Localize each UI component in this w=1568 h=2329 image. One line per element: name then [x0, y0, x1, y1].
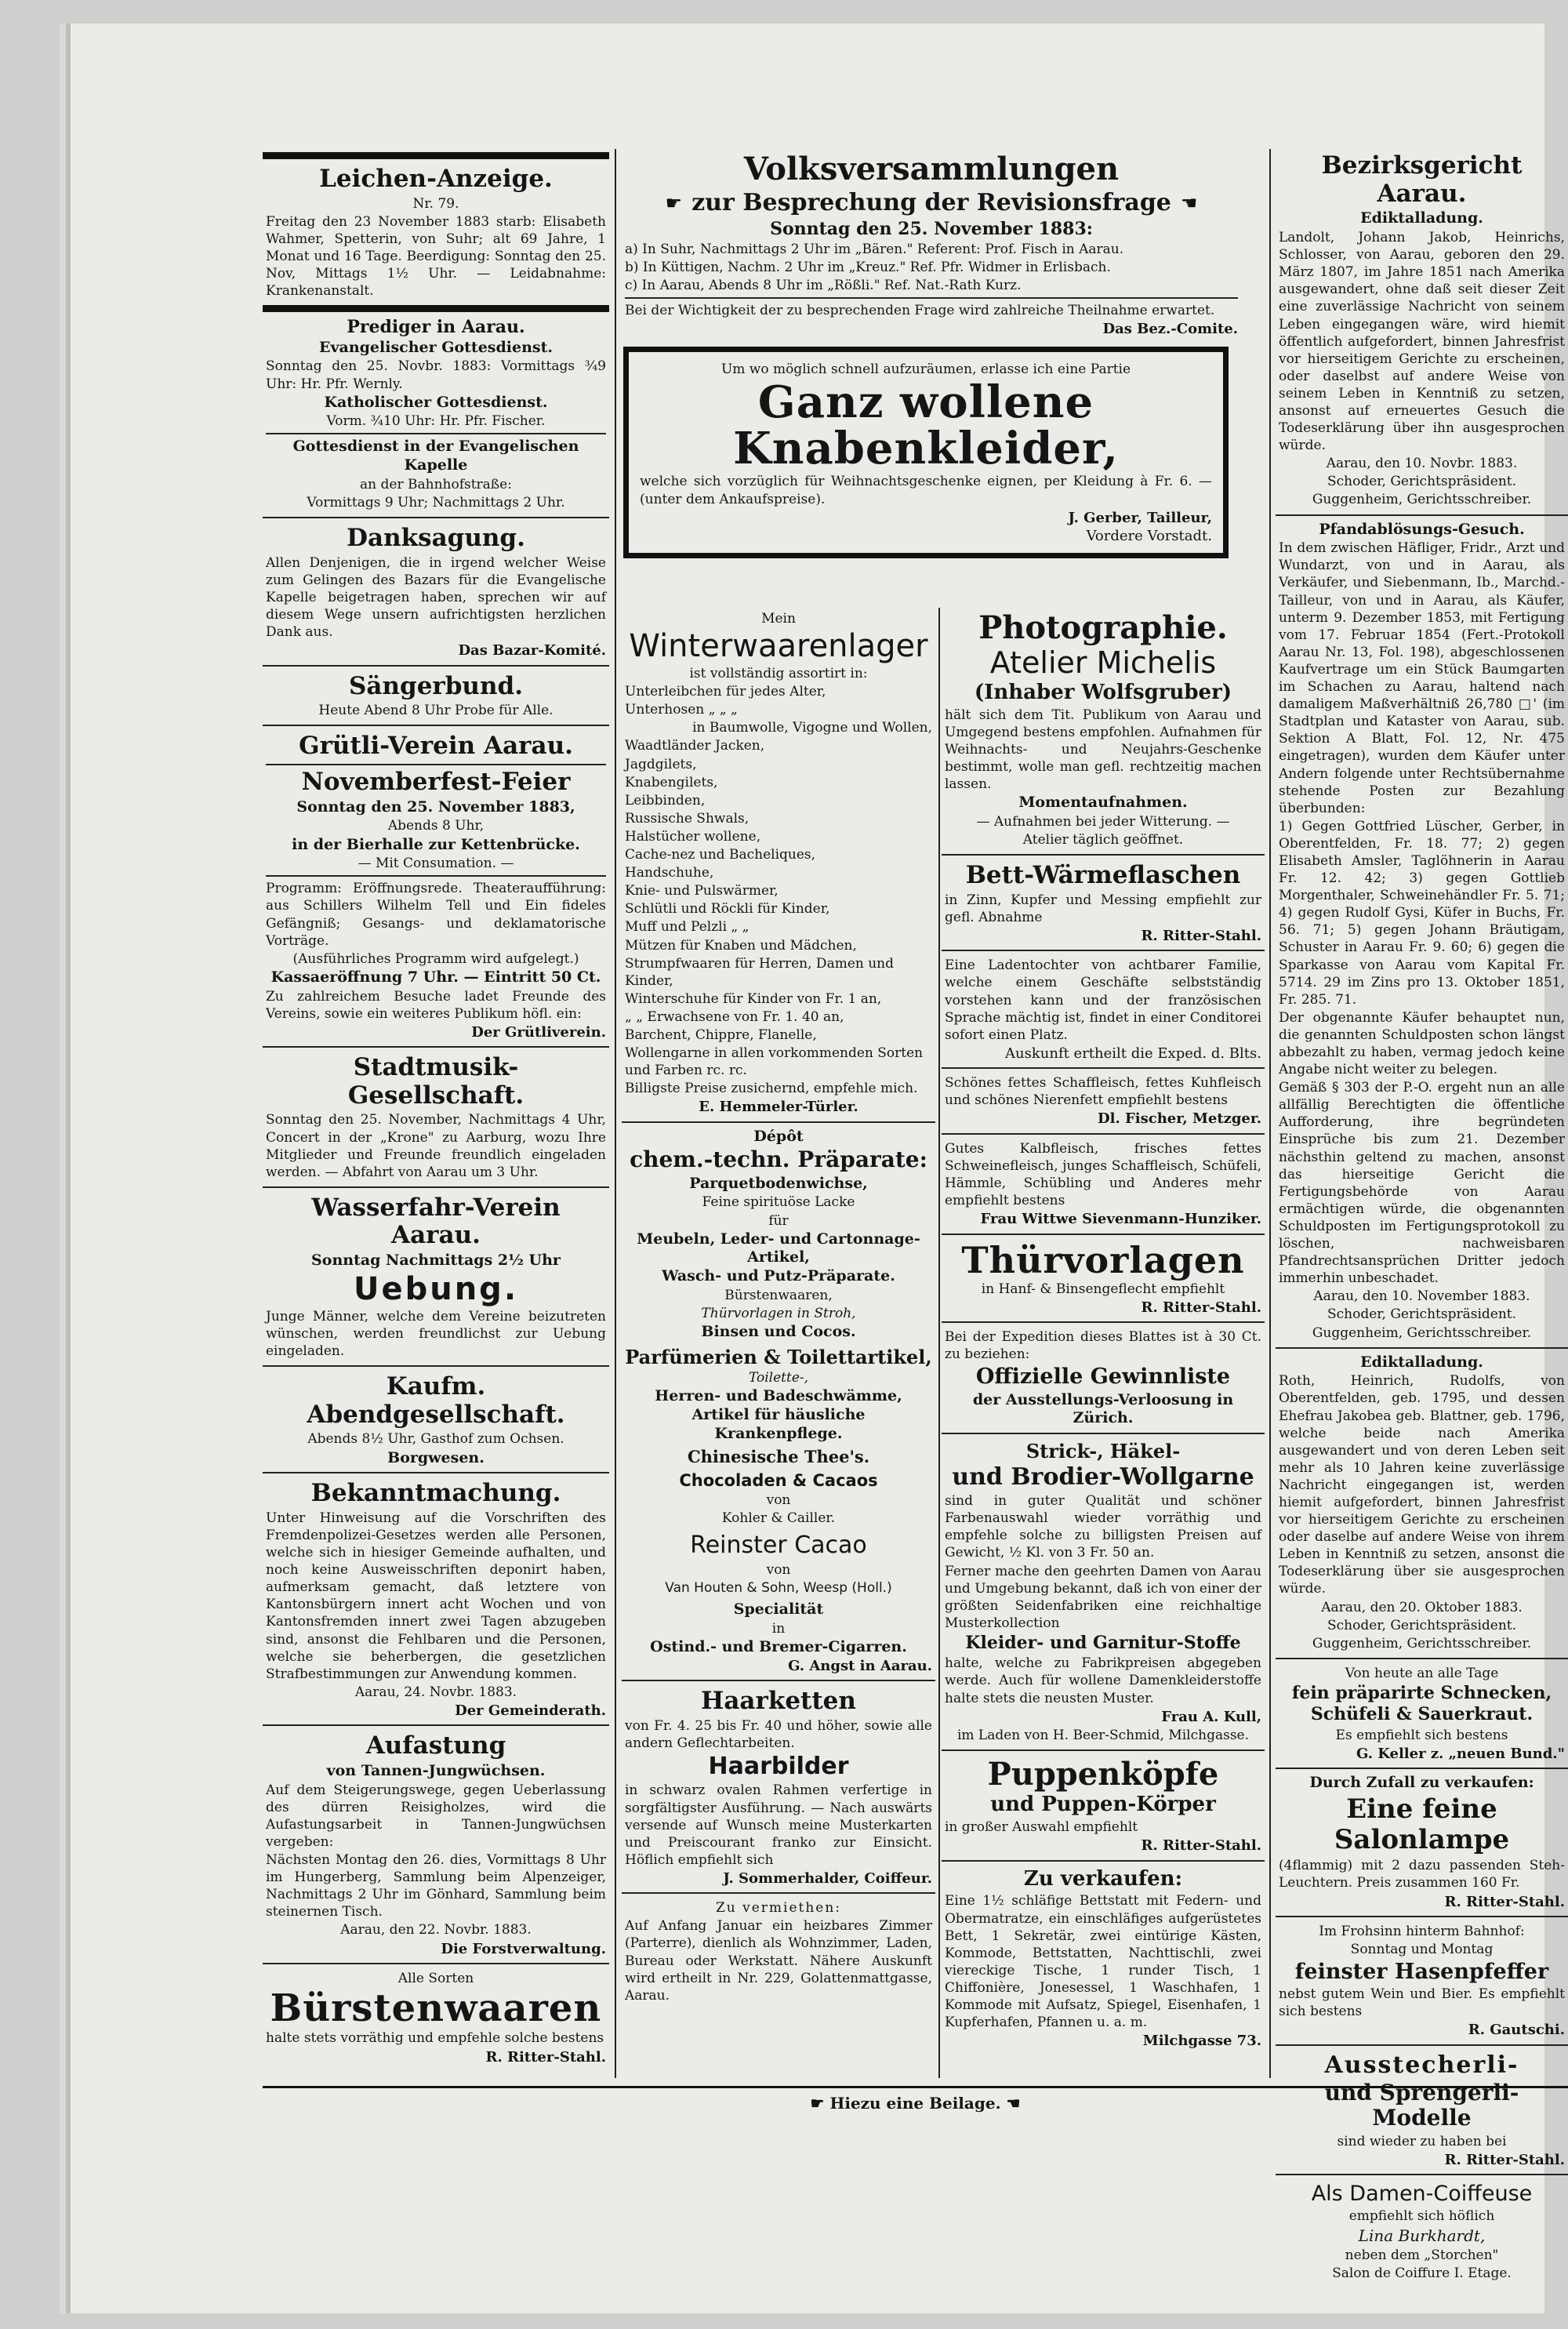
kath-service-title: Katholischer Gottesdienst. — [324, 393, 548, 411]
parfuem-ad — [622, 1343, 935, 1445]
fleisch-text: Schönes fettes Schaffleisch, fettes Kuhfleisch und schönes Nierenfett empfiehlt bestens — [945, 1075, 1261, 1109]
divider — [622, 1892, 935, 1894]
verkauf-text: Eine 1½ schläfige Bettstatt mit Federn- und Obermatratze, ein einschläfiges aufgerüstetes Bett, 1 Sekretär, zwei eintürige Kästen, Kommode, Bettstatten, Nachttischli, zwei viereckige Tische, 1 runder Tisch, 1 Chiffonière, Jonesessel, 1 Waschhafen, 1 Kommode mit Aufsatz, Spiegel, Eisenhafen, 1 Kupferhafen, Pfannen u. a. m. — [945, 1893, 1261, 2031]
knabenkleider-ad — [623, 347, 1229, 559]
schnecken-signature: G. Keller z. „neuen Bund." — [1356, 1746, 1565, 1763]
puppen-signature: R. Ritter-Stahl. — [1141, 1837, 1261, 1855]
depot-item: Thürvorlagen in Stroh, — [701, 1305, 856, 1321]
strick-title2: und Brodier-Wollgarne — [952, 1462, 1254, 1491]
column-3 — [942, 608, 1265, 2052]
verkauf-title: Zu verkaufen: — [1023, 1866, 1183, 1891]
ev-service-title: Evangelischer Gottesdienst. — [319, 338, 553, 356]
bett-ad — [942, 859, 1265, 946]
knaben-signature: J. Gerber, Tailleur, — [1068, 509, 1212, 526]
coiffeuse-text: empfiehlt sich höflich — [1348, 2208, 1495, 2225]
stadtmusik-text: Sonntag den 25. November, Nachmittags 4 Uhr, Concert in der „Krone" zu Aarburg, wozu Ihre Mitglieder und Freunde freundlich eingeladen werden. — Abfahrt von Aarau um 3 Uhr. — [266, 1112, 606, 1180]
wasserfahr-big: Uebung. — [353, 1270, 519, 1307]
photo-atelier: Atelier Michelis — [989, 645, 1217, 680]
thuer-ad — [942, 1238, 1265, 1319]
column-2 — [622, 149, 1241, 565]
salon-text: (4flammig) mit 2 dazu passenden Steh-Leuchtern. Preis zusammen 160 Fr. — [1279, 1858, 1565, 1891]
volks-item-b: b) In Küttigen, Nachm. 2 Uhr im „Kreuz." Ref. Pfr. Widmer in Erlisbach. — [625, 260, 1111, 276]
winter-signature: E. Hemmeler-Türler. — [699, 1099, 858, 1116]
bekanntmachung-date: Aarau, 24. Novbr. 1883. — [354, 1684, 517, 1700]
strick-text3: halte, welche zu Fabrikpreisen abgegeben werde. Auch für wollene Damenkleiderstoffe halte stets die neusten Muster. — [945, 1655, 1261, 1706]
kalb-ad — [942, 1138, 1265, 1230]
knaben-pre: Um wo möglich schnell aufzuräumen, erlasse ich eine Partie — [720, 361, 1131, 377]
divider — [263, 1046, 609, 1048]
haar-big: Haarbilder — [708, 1752, 849, 1780]
strick-text: sind in guter Qualität und schöner Farbenauswahl wieder vorräthig und empfehle solche zu billigsten Preisen auf Gewicht, ½ Kl. von 3 Fr. 50 an. — [945, 1493, 1261, 1561]
depot-title: chem.-techn. Präparate: — [630, 1146, 927, 1173]
pfand-text: In dem zwischen Häfliger, Fridr., Arzt und Wundarzt, von und in Aarau, als Verkäufer, und Siebenmann, Ib., Marchd.-Tailleur, von und in Aarau, als Käufer, unterm 9. Dezember 1853, mit Fertigung vom 17. Februar 1854 (Fert.-Protokoll Aarau Nr. 13, Fol. 198), abgeschlossenen Kaufvertrage um ein Stück Baumgarten im Schachen zu Aarau, haltend nach damaligem Maßverhältniß 26,780 □' (im Stadtplan und Kataster von Aarau, sub. Sektion A Blatt, Fol. 12, Nr. 475 eingetragen), wurden dem Käufer unter Andern folgende unter Rechtsübernahme stehende Posten zur Bezahlung überbunden: — [1279, 540, 1565, 816]
aufastung-title: Aufastung — [365, 1731, 506, 1760]
list-item: Leibbinden, — [625, 792, 706, 808]
winter-title: Winterwaarenlager — [629, 628, 928, 665]
thee-title: Chinesische Thee's. — [687, 1446, 870, 1466]
divider — [942, 1234, 1265, 1235]
edikt2-signature: Schoder, Gerichtspräsident. — [1327, 1617, 1517, 1633]
list-item: Barchent, Chippre, Flanelle, — [625, 1026, 817, 1043]
divider — [1276, 1916, 1568, 1917]
bekanntmachung-signature: Der Gemeinderath. — [455, 1702, 606, 1719]
edikt2-text: Roth, Heinrich, Rudolfs, von Oberentfelden, geb. 1795, und dessen Ehefrau Jakobea geb. Blattner, geb. 1796, welche beide nach Amerika ausgewandert und von deren Leben seit mehr als 10 Jahren keine zuverlässige Nachricht eingegangen ist, werden hiemit aufgefordert, binnen Jahresfrist vor hierseitigem Gerichte zu erscheinen oder daselbe auf andere Weise von ihrem Leben in Kenntniß zu setzen, ansonst die Todeserklärung über sie ausgesprochen würde. — [1279, 1373, 1565, 1597]
divider — [1276, 1768, 1568, 1769]
depot-item: Bürstenwaaren, — [724, 1287, 833, 1303]
gruetli-place: in der Bierhalle zur Kettenbrücke. — [292, 835, 580, 853]
vermieth-title: Zu vermiethen: — [715, 1900, 842, 1917]
laden-ad — [942, 954, 1265, 1064]
gruetli-kasse: Kassaeröffnung 7 Uhr. — Eintritt 50 Ct. — [270, 968, 601, 986]
gericht-title: Bezirksgericht Aarau. — [1321, 151, 1523, 208]
divider — [1276, 2044, 1568, 2046]
parfuem-item: Herren- und Badeschwämme, — [655, 1387, 902, 1405]
gruetli-subtitle: Novemberfest-Feier — [301, 768, 571, 797]
coiffeuse-signature3: Salon de Coiffure I. Etage. — [1332, 2265, 1512, 2282]
gruetli-program-note: (Ausführliches Programm wird aufgelegt.) — [292, 950, 579, 967]
hasen-text: nebst gutem Wein und Bier. Es empfiehlt sich bestens — [1279, 1986, 1565, 2020]
newspaper-sheet — [71, 24, 1565, 2313]
gruetli-invite: Zu zahlreichem Besuche ladet Freunde des Vereins, sowie ein weiteres Publikum höfl. ein: — [266, 988, 606, 1022]
strick-signature: Frau A. Kull, — [1161, 1708, 1261, 1725]
wasserfahr-text: Junge Männer, welche dem Vereine beizutreten wünschen, werden freundlichst zur Uebung eingeladen. — [266, 1308, 606, 1360]
coiffeuse-signature: Lina Burkhardt, — [1358, 2226, 1486, 2246]
pfand-text3: Gemäß § 303 der P.-O. ergeht nun an alle allfällig Berechtigten die öffentliche Aufforderung, ihre begründeten Einsprüche bis zum 21. Dezember nächsthin geltend zu machen, ansonst das hierseitige Gericht die Fertigungsbehörde von Aarau ermächtigen würde, die obgenannten Schuldposten im Fertigungsprotokoll zu löschen, nachweisbaren Pfandrechtsansprüchen Dritter jedoch immerhin unbeschadet. — [1279, 1080, 1565, 1287]
column-rule — [1269, 149, 1271, 2078]
strick-ad — [942, 1437, 1265, 1746]
chapel-title: Gottesdienst in der Evangelischen Kapelle — [292, 438, 579, 474]
thanks-text: Allen Denjenigen, die in irgend welcher Weise zum Gelingen des Bazars für die Evangelische Kapelle beigetragen haben, sprechen wir auf diesem Wege unsern aufrichtigsten herzlichen Dank aus. — [266, 554, 606, 641]
ausst-text: sind wieder zu haben bei — [1337, 2133, 1507, 2149]
list-item: Knabengilets, — [625, 774, 718, 790]
divider — [263, 517, 609, 518]
preacher-title: Prediger in Aarau. — [347, 317, 525, 338]
salon-pre: Durch Zufall zu verkaufen: — [1309, 1774, 1534, 1792]
divider — [266, 875, 606, 877]
gericht-sub: Ediktalladung. — [1360, 209, 1483, 227]
photo-text: hält sich dem Tit. Publikum von Aarau und Umgegend bestens empfohlen. Aufnahmen für Weihnachts- und Neujahrs-Geschenke bestimmt, wolle man gefl. rechtzeitig machen lassen. — [945, 707, 1261, 793]
strick-title: Strick-, Häkel- — [1025, 1440, 1181, 1463]
list-item: Handschuhe, — [625, 865, 714, 881]
list-item: Cache-nez und Bacheliques, — [625, 847, 816, 863]
buersten-ad — [263, 1967, 609, 2068]
vermieth-text: Auf Anfang Januar ein heizbares Zimmer (Parterre), dienlich als Wohnzimmer, Laden, Bureau oder Werkstatt. Nähere Auskunft wird ertheilt in Nr. 229, Golattenmattgasse, Aarau. — [625, 1918, 932, 2004]
divider — [266, 433, 606, 434]
thuer-text: in Hanf- & Binsengeflecht empfiehlt — [981, 1281, 1225, 1297]
kath-service-text: Vorm. ¾10 Uhr: Hr. Pfr. Fischer. — [326, 413, 546, 430]
edikt2-notice — [1276, 1352, 1568, 1655]
salon-ad — [1276, 1772, 1568, 1913]
kaufm-title: Kaufm. Abendgesellschaft. — [307, 1372, 565, 1429]
fleisch-signature: Dl. Fischer, Metzger. — [1098, 1110, 1261, 1128]
gruetli-date: Sonntag den 25. November 1883, — [296, 798, 575, 816]
spec-sub2: Ostind.- und Bremer-Cigarren. — [650, 1637, 907, 1655]
divider — [942, 1433, 1265, 1434]
list-item: Mützen für Knaben und Mädchen, — [625, 937, 857, 954]
gewinn-ad — [942, 1326, 1265, 1430]
list-item: Halstücher wollene, — [625, 828, 761, 845]
list-item: Jagdgilets, — [625, 756, 697, 772]
haar-text: von Fr. 4. 25 bis Fr. 40 und höher, sowie alle andern Geflechtarbeiten. — [625, 1717, 932, 1751]
depot-item: für — [768, 1212, 789, 1229]
pfand-notice — [1276, 519, 1568, 1344]
column-4 — [1276, 149, 1568, 2284]
schnecken-text: Es empfiehlt sich bestens — [1335, 1727, 1508, 1743]
divider — [1276, 514, 1568, 516]
strick-sub: Kleider- und Garnitur-Stoffe — [965, 1632, 1241, 1653]
ausst-title2: und Sprengerli-Modelle — [1324, 2080, 1519, 2131]
divider — [625, 297, 1238, 299]
schnecken-title: fein präparirte Schnecken, — [1291, 1682, 1552, 1703]
edikt2-signature2: Guggenheim, Gerichtsschreiber. — [1312, 1635, 1532, 1651]
depot-pre: Dépôt — [753, 1127, 804, 1145]
winterwaaren-ad — [622, 608, 935, 1118]
cacao-title: Reinster Cacao — [690, 1531, 867, 1560]
depot-item: Feine spirituöse Lacke — [702, 1194, 855, 1211]
gewinn-title: Offizielle Gewinnliste — [975, 1364, 1231, 1390]
list-item: Muff und Pelzli „ „ — [625, 919, 750, 936]
kalb-text: Gutes Kalbfleisch, frisches fettes Schweinefleisch, junges Schaffleisch, Schüfeli, Hämmle, Schübling und Anderes mehr empfiehlt bestens — [945, 1140, 1261, 1209]
aufastung-notice — [263, 1729, 609, 1960]
divider — [263, 1963, 609, 1964]
chapel-text: Vormittags 9 Uhr; Nachmittags 2 Uhr. — [307, 495, 565, 511]
choir-title: Sängerbund. — [349, 671, 523, 700]
gericht-date: Aarau, den 10. Novbr. 1883. — [1326, 456, 1518, 472]
winter-text: Billigste Preise zusichernd, empfehle mich. — [625, 1081, 918, 1097]
thanks-signature: Das Bazar-Komité. — [458, 642, 606, 659]
list-item: Knie- und Pulswärmer, — [625, 883, 779, 899]
thuer-title: Thürvorlagen — [961, 1238, 1245, 1281]
pfand-title: Pfandablösungs-Gesuch. — [1319, 520, 1525, 538]
cacao-sub: von — [766, 1561, 791, 1578]
death-notice — [263, 162, 609, 302]
schnecken-title2: Schüfeli & Sauerkraut. — [1310, 1704, 1534, 1725]
schnecken-ad — [1276, 1662, 1568, 1765]
bett-text: in Zinn, Kupfer und Messing empfiehlt zur gefl. Abnahme — [945, 892, 1261, 925]
parfuem-title: Parfümerien & Toilettartikel, — [625, 1345, 932, 1368]
choc-sub: von — [766, 1492, 791, 1509]
divider — [263, 305, 609, 312]
depot-item: Parquetbodenwichse, — [689, 1174, 868, 1192]
divider — [942, 1321, 1265, 1323]
footer-rule — [263, 2086, 1568, 2088]
gruetli-time: Abends 8 Uhr, — [387, 818, 485, 834]
parfuem-item: Krankenpflege. — [714, 1424, 843, 1442]
kaufm-text: Abends 8½ Uhr, Gasthof zum Ochsen. — [307, 1431, 564, 1448]
ev-service-text: Sonntag den 25. Novbr. 1883: Vormittags ¾9 Uhr: Hr. Pfr. Wernly. — [266, 358, 606, 392]
divider — [942, 1133, 1265, 1135]
knaben-text: welche sich vorzüglich für Weihnachtsgeschenke eignen, per Kleidung à Fr. 6. — (unter dem Ankaufspreise). — [640, 474, 1212, 507]
list-item: „ „ Erwachsene von Fr. 1. 40 an, — [625, 1008, 844, 1025]
spec-title: Specialität — [733, 1601, 824, 1619]
parfuem-item: Toilette-, — [748, 1370, 809, 1386]
thuer-signature: R. Ritter-Stahl. — [1141, 1299, 1261, 1316]
puppen-title2: und Puppen-Körper — [990, 1793, 1216, 1817]
list-item: Unterhosen „ „ „ — [625, 702, 738, 718]
salon-signature: R. Ritter-Stahl. — [1444, 1893, 1565, 1910]
divider — [263, 1472, 609, 1473]
hasen-title: feinster Hasenpfeffer — [1294, 1960, 1549, 1985]
hasen-signature: R. Gautschi. — [1468, 2022, 1565, 2039]
photo-moment: Momentaufnahmen. — [1018, 794, 1188, 812]
bett-signature: R. Ritter-Stahl. — [1141, 927, 1261, 944]
bekanntmachung-title: Bekanntmachung. — [310, 1479, 561, 1508]
laden-text2: Auskunft ertheilt die Exped. d. Blts. — [1005, 1045, 1261, 1062]
divider — [942, 854, 1265, 856]
winter-sub: ist vollständig assortirt in: — [689, 666, 868, 682]
divider — [263, 725, 609, 726]
strick-text2: Ferner mache den geehrten Damen von Aarau und Umgebung bekannt, daß ich von einer der größten Seidenfabriken eine reichhaltige Musterkollection — [945, 1563, 1261, 1631]
pointing-hand-icon: ☛ — [665, 192, 683, 215]
column-2-lower — [622, 608, 935, 2007]
photo-text2: — Aufnahmen bei jeder Witterung. — — [976, 813, 1230, 830]
choc-title: Chocoladen & Cacaos — [679, 1470, 878, 1490]
haar-title: Haarketten — [701, 1687, 856, 1716]
kaufm-sub: Borgwesen. — [387, 1448, 485, 1466]
depot-item: Wasch- und Putz-Präparate. — [662, 1267, 895, 1285]
death-notice-title: Leichen-Anzeige. — [319, 165, 553, 193]
haar-text2: in schwarz ovalen Rahmen verfertige in sorgfältigster Ausführung. — Nach auswärts versende auf Wunsch meine Musterkarten und Preiscourant franko zur Einsicht. Höflich empfiehlt sich — [625, 1782, 932, 1868]
gewinn-sub: der Ausstellungs-Verloosung in Zürich. — [972, 1390, 1234, 1427]
list-item: Winterschuhe für Kinder von Fr. 1 an, — [625, 990, 882, 1007]
gruetli-notice — [263, 729, 609, 1043]
kalb-signature: Frau Wittwe Sievenmann-Hunziker. — [980, 1211, 1261, 1228]
volks-title: Volksversammlungen — [743, 151, 1120, 187]
thanks-notice — [263, 521, 609, 662]
volksversammlung-notice — [622, 149, 1241, 340]
divider — [942, 1749, 1265, 1751]
gruetli-signature: Der Grütliverein. — [471, 1023, 606, 1041]
depot-ad — [622, 1126, 935, 1343]
cacao-ad — [622, 1529, 935, 1599]
divider — [1276, 1658, 1568, 1659]
pfand-date: Aarau, den 10. November 1883. — [1313, 1288, 1530, 1305]
coiffeuse-ad — [1276, 2178, 1568, 2284]
ausst-title: Ausstecherli- — [1324, 2051, 1519, 2079]
choir-text: Heute Abend 8 Uhr Probe für Alle. — [318, 703, 554, 719]
pfand-text2: Der obgenannte Käufer behauptet nun, die genannten Schuldposten schon längst abbezahlt zu haben, vermag jedoch keine Angabe nicht weiter zu belegen. — [1279, 1009, 1565, 1078]
footer-text: Hiezu eine Beilage. — [829, 2094, 1001, 2113]
list-item: Unterleibchen für jedes Alter, — [625, 684, 826, 700]
divider — [622, 1121, 935, 1123]
divider — [942, 1067, 1265, 1069]
winter-items — [625, 683, 932, 1079]
preacher-notice — [263, 315, 609, 514]
divider — [263, 1724, 609, 1726]
volks-sub-row — [625, 188, 1238, 219]
volks-note: Bei der Wichtigkeit der zu besprechenden Frage wird zahlreiche Theilnahme erwartet. — [625, 303, 1215, 319]
thanks-title: Danksagung. — [347, 524, 525, 553]
verkauf-signature: Milchgasse 73. — [1142, 2033, 1261, 2050]
bekanntmachung-notice — [263, 1477, 609, 1721]
divider — [263, 1365, 609, 1367]
spec-sub: in — [771, 1620, 786, 1637]
pfand-items: 1) Gegen Gottfried Lüscher, Gerber, in Oberentfelden, Fr. 18. 77; 2) gegen Elisabeth Amsler, Taglöhnerin in Aarau Fr. 12. 42; 3) gegen Gottlieb Morgenthaler, Schweinehändler Fr. 5. 71; 4) gegen Rudolf Gysi, Küfer in Buchs, Fr. 56. 71; 5) gegen Johann Bräutigam, Schuster in Aarau Fr. 9. 60; 6) gegen die Sparkasse von Aarau vom Kapital Fr. 5714. 29 im Zins pro 13. Oktober 1851, Fr. 285. 71. — [1279, 818, 1565, 1008]
list-item: Strumpfwaaren für Herren, Damen und Kinder, — [625, 955, 895, 989]
puppen-title: Puppenköpfe — [987, 1756, 1219, 1793]
edikt2-date: Aarau, den 20. Oktober 1883. — [1321, 1599, 1523, 1615]
kaufm-notice — [263, 1370, 609, 1469]
death-notice-nr: Nr. 79. — [412, 195, 459, 212]
gewinn-text: Bei der Expedition dieses Blattes ist à 30 Ct. zu beziehen: — [945, 1329, 1261, 1363]
depot-item: Binsen und Cocos. — [701, 1323, 856, 1341]
volks-item-c: c) In Aarau, Abends 8 Uhr im „Rößli." Ref. Nat.-Rath Kurz. — [625, 278, 1022, 294]
buersten-title: Bürstenwaaren — [270, 1986, 602, 2031]
hasen-ad — [1276, 1920, 1568, 2041]
divider — [942, 1860, 1265, 1862]
aufastung-sub: von Tannen-Jungwüchsen. — [326, 1761, 546, 1779]
list-item: Schlütli und Röckli für Kinder, — [625, 901, 830, 917]
divider — [1276, 2174, 1568, 2175]
choc-sub2: Kohler & Cailler. — [721, 1510, 836, 1527]
vermieth-ad — [622, 1897, 935, 2007]
strick-address: im Laden von H. Beer-Schmid, Milchgasse. — [956, 1728, 1250, 1744]
death-notice-text: Freitag den 23 November 1883 starb: Elisabeth Wahmer, Spetterin, von Suhr; alt 69 Jahre, 1 Monat und 16 Tage. Beerdigung: Sonntag den 25. Nov, Mittags 1½ Uhr. — Leidabnahme: Krankenanstalt. — [266, 213, 606, 300]
gruetli-consumation: — Mit Consumation. — — [358, 856, 514, 872]
pointing-hand-icon: ☛ — [810, 2094, 825, 2113]
bekanntmachung-text: Unter Hinweisung auf die Vorschriften des Fremdenpolizei-Gesetzes werden alle Personen, welche sich in hiesiger Gemeinde aufhalten, und noch keine Ausweisschriften deponirt haben, aufmerksam gemacht, daß letztere von Kantonsbürgern innert acht Wochen und von Kantonsfremden innert zwei Tagen abzugeben sind, ansonst die Fehlbaren und die Personen, welche sie beherbergen, die gesetzlichen Strafbestimmungen zur Anwendung kommen. — [266, 1510, 606, 1682]
gericht-signature2: Guggenheim, Gerichtsschreiber. — [1312, 492, 1532, 508]
edikt2-sub: Ediktalladung. — [1360, 1353, 1483, 1371]
footer — [263, 2094, 1568, 2113]
gericht-text: Landolt, Johann Jakob, Heinrichs, Schlosser, von Aarau, geboren den 29. März 1807, im Jahre 1851 nach Amerika ausgewandert, ohne daß seit dieser Zeit eine zuverlässige Nachricht von seinem Leben eingegangen wäre, wird hiemit öffentlich aufgefordert, binnen Jahresfrist vor hierseitigem Gerichte zu erscheinen, oder daselbst auf andere Weise von seinem Leben in Kenntniß zu setzen, ansonst auf erneuertes Gesuch die Todeserklärung über ihn ausgesprochen würde. — [1279, 230, 1565, 454]
photo-ad — [942, 608, 1265, 851]
photo-text3: Atelier täglich geöffnet. — [1022, 832, 1184, 848]
divider — [263, 1186, 609, 1188]
coiffeuse-signature2: neben dem „Storchen" — [1345, 2247, 1499, 2264]
divider — [622, 1680, 935, 1681]
coiffeuse-title: Als Damen-Coiffeuse — [1311, 2182, 1533, 2207]
photo-inhaber: (Inhaber Wolfsgruber) — [974, 680, 1232, 704]
depot-item: Meubeln, Leder- und Cartonnage-Artikel, — [637, 1230, 920, 1266]
parfuem-item: Artikel für häusliche — [691, 1406, 866, 1424]
knaben-address: Vordere Vorstadt. — [1086, 528, 1212, 545]
list-item: Wollengarne in allen vorkommenden Sorten und Farben rc. rc. — [625, 1045, 924, 1079]
wasserfahr-title: Wasserfahr-Verein Aarau. — [311, 1193, 561, 1250]
volks-signature: Das Bez.-Comite. — [1102, 321, 1238, 338]
pointing-hand-icon: ☚ — [1006, 2094, 1021, 2113]
ausst-signature: R. Ritter-Stahl. — [1444, 2151, 1565, 2168]
aufastung-text2: Nächsten Montag den 26. dies, Vormittags 8 Uhr im Hungerberg, Sammlung beim Alpenzeiger, Nachmittags 2 Uhr im Gönhard, Sammlung beim steinernen Tisch. — [266, 1852, 606, 1920]
volks-date: Sonntag den 25. November 1883: — [770, 218, 1093, 239]
photo-title: Photographie. — [978, 609, 1228, 646]
divider — [263, 665, 609, 667]
schnecken-pre: Von heute an alle Tage — [1345, 1665, 1499, 1681]
gericht-signature: Schoder, Gerichtspräsident. — [1327, 474, 1517, 490]
aufastung-text: Auf dem Steigerungswege, gegen Ueberlassung des dürren Reisigholzes, wird die Aufastungsarbeit in Tannen-Jungwüchsen vergeben: — [266, 1782, 606, 1850]
volks-sub: zur Besprechung der Revisionsfrage — [691, 189, 1171, 216]
divider — [266, 764, 606, 765]
haar-ad — [622, 1684, 935, 1889]
column-rule — [615, 149, 616, 2078]
divider — [1276, 1347, 1568, 1349]
divider — [263, 152, 609, 159]
wasserfahr-time: Sonntag Nachmittags 2½ Uhr — [311, 1252, 561, 1270]
pfand-signature: Schoder, Gerichtspräsident. — [1327, 1306, 1517, 1323]
volks-item-a: a) In Suhr, Nachmittags 2 Uhr im „Bären." Referent: Prof. Fisch in Aarau. — [625, 242, 1124, 257]
buersten-pre: Alle Sorten — [397, 1970, 474, 1986]
stadtmusik-title: Stadtmusik-Gesellschaft. — [347, 1053, 524, 1110]
gericht-notice — [1276, 149, 1568, 511]
divider — [942, 950, 1265, 951]
list-item: Waadtländer Jacken, — [625, 738, 765, 754]
spec-signature: G. Angst in Aarau. — [788, 1657, 932, 1674]
choc-ad — [622, 1469, 935, 1529]
thee-ad — [622, 1445, 935, 1469]
hasen-pre: Im Frohsinn hinterm Bahnhof: — [1319, 1923, 1525, 1939]
haar-signature: J. Sommerhalder, Coiffeur. — [723, 1869, 932, 1887]
wasserfahr-notice — [263, 1191, 609, 1362]
salon-title: Eine feine Salonlampe — [1334, 1793, 1510, 1856]
choir-notice — [263, 670, 609, 722]
hasen-pre2: Sonntag und Montag — [1350, 1942, 1494, 1958]
winter-pre: Mein — [761, 611, 796, 627]
stadtmusik-notice — [263, 1051, 609, 1183]
pointing-hand-icon: ☚ — [1180, 192, 1198, 215]
laden-text: Eine Ladentochter von achtbarer Familie, welche einem Geschäfte selbstständig vorstehen kann und der französischen Sprache mächtig ist, findet in einer Conditorei sofort einen Platz. — [945, 957, 1261, 1043]
buersten-signature: R. Ritter-Stahl. — [485, 2048, 606, 2066]
spec-ad — [622, 1599, 935, 1677]
puppen-text: in großer Auswahl empfiehlt — [945, 1819, 1138, 1836]
aufastung-signature: Die Forstverwaltung. — [441, 1940, 606, 1957]
column-rule — [938, 608, 940, 2078]
newspaper-page — [263, 149, 1568, 2282]
pfand-signature2: Guggenheim, Gerichtsschreiber. — [1312, 1324, 1532, 1341]
verkauf-ad — [942, 1865, 1265, 2052]
list-item: Russische Shwals, — [625, 810, 750, 827]
buersten-text: halte stets vorräthig und empfehle solche bestens — [266, 2030, 604, 2047]
bett-title: Bett-Wärmeflaschen — [965, 861, 1241, 890]
column-1 — [263, 149, 609, 2068]
cacao-sub2: Van Houten & Sohn, Weesp (Holl.) — [665, 1580, 892, 1597]
chapel-sub: an der Bahnhofstraße: — [360, 476, 512, 492]
list-item: in Baumwolle, Vigogne und Wollen, — [692, 720, 932, 736]
puppen-ad — [942, 1754, 1265, 1856]
gruetli-title: Grütli-Verein Aarau. — [299, 732, 573, 761]
fleisch-ad — [942, 1072, 1265, 1130]
gruetli-program: Programm: Eröffnungsrede. Theateraufführung: aus Schillers Wilhelm Tell und Ein fideles Gefängniß; Gesangs- und deklamatorische Vorträge. — [266, 881, 606, 949]
knaben-title: Ganz wollene Knabenkleider, — [733, 376, 1119, 474]
aufastung-date: Aarau, den 22. Novbr. 1883. — [340, 1922, 532, 1938]
